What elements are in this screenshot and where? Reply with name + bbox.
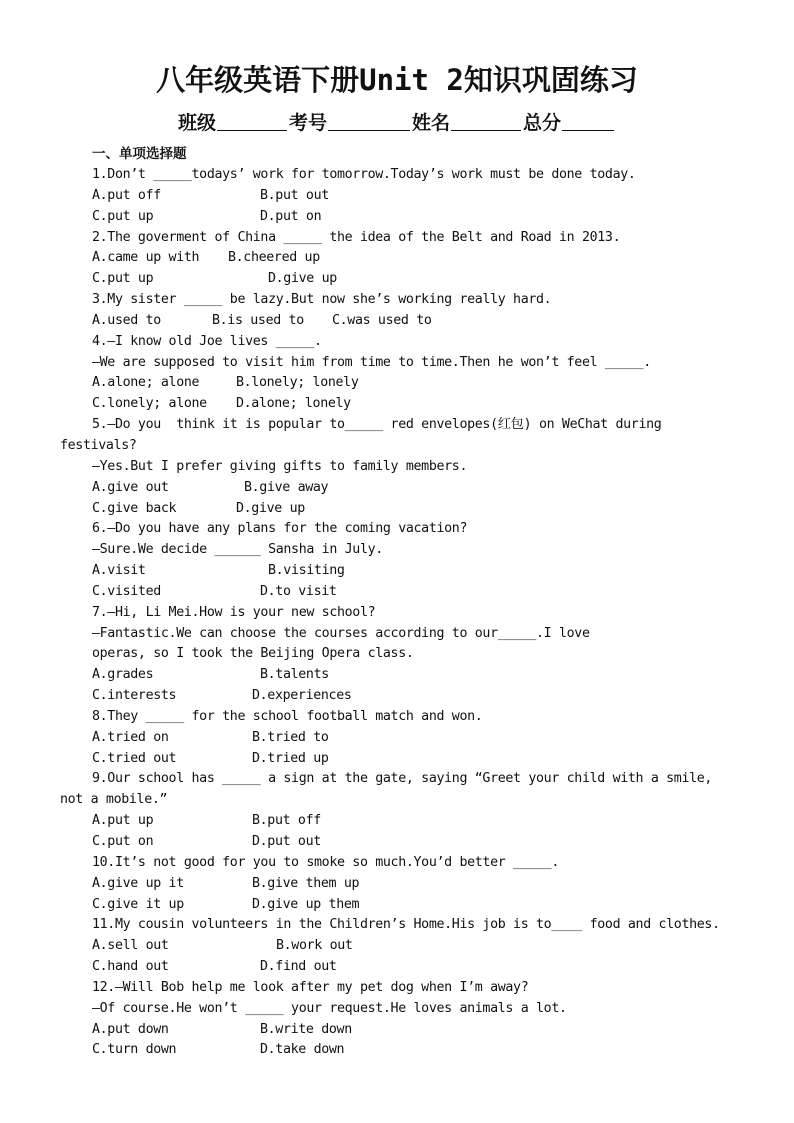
question-text: operas, so I took the Beijing Opera class. <box>92 646 414 662</box>
answer-option: D.give up <box>268 271 337 287</box>
answer-option: A.put up <box>92 813 154 829</box>
info-label: 考号 <box>288 112 327 134</box>
option-row <box>60 665 750 686</box>
info-label: 总分 <box>523 112 562 134</box>
answer-option: A.give out <box>92 479 169 495</box>
question-text: not a mobile.” <box>60 792 168 808</box>
answer-option: C.put up <box>92 208 154 224</box>
answer-option: C.interests <box>92 688 177 704</box>
answer-option: B.lonely; lonely <box>236 375 359 391</box>
answer-option: D.alone; lonely <box>236 396 351 412</box>
answer-option: A.grades <box>92 667 154 683</box>
answer-option: C.visited <box>92 583 161 599</box>
answer-option: A.put off <box>92 187 161 203</box>
answer-option: D.to visit <box>260 583 337 599</box>
question-text: 9.Our school has _____ a sign at the gate, saying “Greet your child with a smile, <box>92 771 713 787</box>
option-row <box>60 248 750 269</box>
option-row <box>60 499 750 520</box>
option-row <box>60 728 750 749</box>
question-text: —Yes.But I prefer giving gifts to family members. <box>92 458 468 474</box>
answer-option: D.put on <box>260 208 322 224</box>
question-text: 10.It’s not good for you to smoke so much.You’d better _____. <box>92 854 559 870</box>
answer-option: C.give back <box>92 500 177 516</box>
answer-option: A.alone; alone <box>92 375 200 391</box>
question-text: 11.My cousin volunteers in the Children’s Home.His job is to____ food and clothes. <box>92 917 720 933</box>
answer-option: A.came up with <box>92 250 200 266</box>
answer-option: D.take down <box>260 1042 345 1058</box>
question-text: 8.They _____ for the school football match and won. <box>92 708 483 724</box>
answer-option: C.give it up <box>92 896 184 912</box>
option-row <box>60 686 750 707</box>
option-row <box>60 207 750 228</box>
question-text: —Sure.We decide ______ Sansha in July. <box>92 542 383 558</box>
answer-option: B.is used to <box>212 312 304 328</box>
answer-option: B.put out <box>260 187 329 203</box>
answer-option: D.put out <box>252 834 321 849</box>
answer-option: A.put down <box>92 1021 169 1037</box>
option-row <box>60 186 750 207</box>
info-label: 姓名 <box>412 112 451 134</box>
question-text: —Of course.He won’t _____ your request.He loves animals a lot. <box>92 1000 567 1016</box>
option-row <box>60 373 750 394</box>
question-text: 12.—Will Bob help me look after my pet dog when I’m away? <box>92 979 529 995</box>
option-row <box>60 394 750 415</box>
answer-option: D.give up them <box>252 896 360 912</box>
answer-option: D.experiences <box>252 688 352 704</box>
answer-option: D.find out <box>260 959 337 975</box>
student-info-line <box>0 108 794 138</box>
answer-option: C.tried out <box>92 750 177 766</box>
question-text: 1.Don’t _____todays’ work for tomorrow.Today’s work must be done today. <box>92 167 636 182</box>
answer-option: A.sell out <box>92 938 169 954</box>
answer-option: B.put off <box>252 813 321 829</box>
question-text: 7.—Hi, Li Mei.How is your new school? <box>92 604 376 620</box>
question-text: 6.—Do you have any plans for the coming vacation? <box>92 521 468 537</box>
answer-option: B.give them up <box>252 875 360 891</box>
question-text: —We are supposed to visit him from time to time.Then he won’t feel _____. <box>92 354 651 370</box>
question-text: 5.—Do you think it is popular to_____ red envelopes(红包) on WeChat during <box>92 417 662 433</box>
answer-option: A.tried on <box>92 729 169 745</box>
info-blank[interactable] <box>217 112 287 131</box>
option-row <box>60 582 750 603</box>
question-text: festivals? <box>60 437 137 453</box>
answer-option: C.hand out <box>92 959 169 975</box>
section-heading: 一、单项选择题 <box>92 146 187 162</box>
question-text: —Fantastic.We can choose the courses according to our_____.I love <box>92 625 590 641</box>
answer-option: B.give away <box>244 479 329 495</box>
answer-option: B.write down <box>260 1021 352 1037</box>
option-row <box>60 811 750 832</box>
option-row <box>60 1020 750 1041</box>
option-row <box>60 957 750 978</box>
info-blank[interactable] <box>451 112 521 131</box>
answer-option: A.used to <box>92 312 161 328</box>
option-row <box>60 832 750 853</box>
answer-option: A.visit <box>92 563 146 579</box>
answer-option: B.work out <box>276 938 353 954</box>
option-row <box>60 874 750 895</box>
answer-option: B.tried to <box>252 729 329 745</box>
option-row <box>60 561 750 582</box>
option-row <box>60 269 750 290</box>
answer-option: B.talents <box>260 667 329 683</box>
answer-option: C.put on <box>92 834 154 849</box>
option-row <box>60 936 750 957</box>
question-text: 2.The goverment of China _____ the idea of the Belt and Road in 2013. <box>92 229 621 245</box>
option-row <box>60 895 750 916</box>
option-row <box>60 478 750 499</box>
answer-option: B.visiting <box>268 563 345 579</box>
question-text: 4.—I know old Joe lives _____. <box>92 333 322 349</box>
answer-option: C.lonely; alone <box>92 396 207 412</box>
info-blank[interactable] <box>562 112 614 131</box>
question-list <box>60 165 750 1061</box>
answer-option: B.cheered up <box>228 250 320 266</box>
answer-option: A.give up it <box>92 875 184 891</box>
question-text: 3.My sister _____ be lazy.But now she’s working really hard. <box>92 292 552 308</box>
answer-option: C.was used to <box>332 312 432 328</box>
answer-option: D.give up <box>236 500 305 516</box>
answer-option: C.put up <box>92 271 154 287</box>
info-label: 班级 <box>177 112 216 134</box>
option-row <box>60 311 750 332</box>
option-row <box>60 749 750 770</box>
answer-option: C.turn down <box>92 1042 177 1058</box>
option-row <box>60 1040 750 1061</box>
page-title: 八年级英语下册Unit 2知识巩固练习 <box>156 63 638 97</box>
info-blank[interactable] <box>328 112 410 131</box>
answer-option: D.tried up <box>252 750 329 766</box>
